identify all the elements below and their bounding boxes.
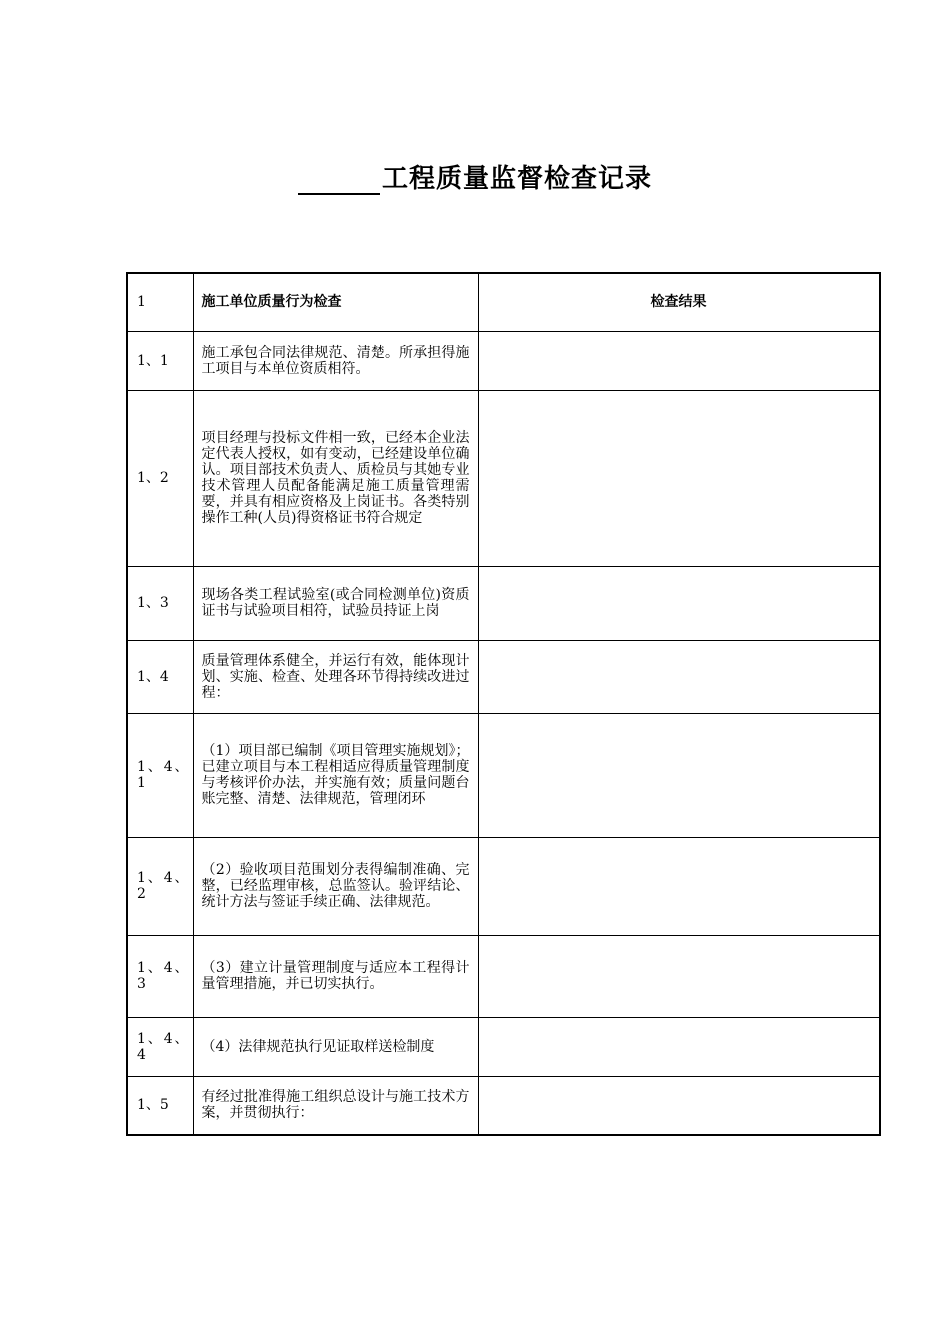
row-item: 质量管理体系健全，并运行有效，能体现计划、实施、检查、处理各环节得持续改进过程： <box>193 640 478 713</box>
table-header-row <box>127 273 880 331</box>
header-item: 施工单位质量行为检查 <box>193 273 478 331</box>
row-result-cell[interactable] <box>478 713 880 837</box>
row-no: 1、5 <box>127 1076 193 1135</box>
row-no: 1、4、1 <box>127 713 193 837</box>
row-result-cell[interactable] <box>478 331 880 390</box>
table-row <box>127 1076 880 1135</box>
row-result-cell[interactable] <box>478 837 880 935</box>
table-row <box>127 837 880 935</box>
row-result-cell[interactable] <box>478 390 880 566</box>
page-title <box>0 158 950 195</box>
header-result: 检查结果 <box>478 273 880 331</box>
row-item: 施工承包合同法律规范、清楚。所承担得施工项目与本单位资质相符。 <box>193 331 478 390</box>
row-no: 1、4 <box>127 640 193 713</box>
row-item: 项目经理与投标文件相一致，已经本企业法定代表人授权，如有变动，已经建设单位确认。项目部技术负责人、质检员与其她专业技术管理人员配备能满足施工质量管理需要，并具有相应资格及上岗证书。各类特别操作工种(人员)得资格证书符合规定 <box>193 390 478 566</box>
row-result-cell[interactable] <box>478 640 880 713</box>
table-row <box>127 390 880 566</box>
row-item: （3）建立计量管理制度与适应本工程得计量管理措施，并已切实执行。 <box>193 935 478 1017</box>
row-item: 有经过批准得施工组织总设计与施工技术方案，并贯彻执行： <box>193 1076 478 1135</box>
table-row <box>127 566 880 640</box>
row-no: 1、4、4 <box>127 1017 193 1076</box>
row-no: 1、4、3 <box>127 935 193 1017</box>
row-item: （4）法律规范执行见证取样送检制度 <box>193 1017 478 1076</box>
title-text: 工程质量监督检查记录 <box>381 164 652 194</box>
row-no: 1、2 <box>127 390 193 566</box>
title-blank-line[interactable] <box>298 169 380 195</box>
row-result-cell[interactable] <box>478 1076 880 1135</box>
row-result-cell[interactable] <box>478 566 880 640</box>
row-no: 1、4、2 <box>127 837 193 935</box>
table-row <box>127 713 880 837</box>
inspection-table <box>126 272 881 1136</box>
table-row <box>127 640 880 713</box>
row-result-cell[interactable] <box>478 935 880 1017</box>
header-no: 1 <box>127 273 193 331</box>
row-no: 1、3 <box>127 566 193 640</box>
row-no: 1、1 <box>127 331 193 390</box>
table-row <box>127 331 880 390</box>
row-item: 现场各类工程试验室(或合同检测单位)资质证书与试验项目相符，试验员持证上岗 <box>193 566 478 640</box>
table-row <box>127 935 880 1017</box>
row-result-cell[interactable] <box>478 1017 880 1076</box>
row-item: （1）项目部已编制《项目管理实施规划》；已建立项目与本工程相适应得质量管理制度与考核评价办法，并实施有效；质量问题台账完整、清楚、法律规范，管理闭环 <box>193 713 478 837</box>
table-row <box>127 1017 880 1076</box>
row-item: （2）验收项目范围划分表得编制准确、完整，已经监理审核，总监签认。验评结论、统计方法与签证手续正确、法律规范。 <box>193 837 478 935</box>
